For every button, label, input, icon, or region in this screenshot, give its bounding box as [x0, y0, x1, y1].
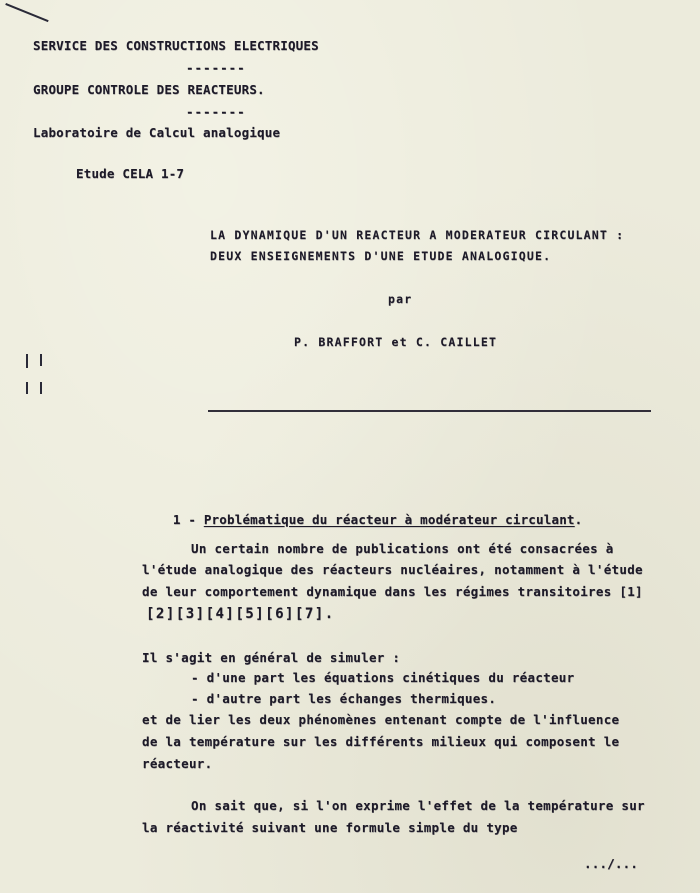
paragraph-1-line-1: Un certain nombre de publications ont été consacrées à	[191, 541, 614, 556]
scan-mark-left-3	[26, 382, 28, 394]
paragraph-2-line-3: de la température sur les différents milieux qui composent le	[142, 734, 620, 749]
section-heading-text: Problématique du réacteur à modérateur circulant	[203, 512, 575, 527]
section-heading	[142, 499, 582, 541]
document-title-line-1: LA DYNAMIQUE D'UN REACTEUR A MODERATEUR CIRCULANT :	[210, 228, 625, 242]
paragraph-1-line-3: de leur comportement dynamique dans les régimes transitoires [1]	[142, 584, 643, 599]
continuation-mark: .../...	[584, 856, 639, 871]
paragraph-2-line-4: réacteur.	[142, 756, 213, 771]
paragraph-1-line-2: l'étude analogique des réacteurs nucléaires, notamment à l'étude	[142, 562, 643, 577]
scan-mark-left-4	[40, 382, 42, 394]
scan-mark-top-left	[5, 3, 48, 22]
by-label: par	[388, 292, 413, 306]
scan-mark-left-2	[40, 354, 42, 366]
section-heading-period: .	[574, 512, 583, 527]
paragraph-1-line-4: [2][3][4][5][6][7].	[146, 606, 335, 622]
paragraph-2-bullet-2: - d'autre part les échanges thermiques.	[191, 691, 497, 706]
document-title-line-2: DEUX ENSEIGNEMENTS D'UNE ETUDE ANALOGIQUE.	[210, 249, 552, 263]
group-line: GROUPE CONTROLE DES REACTEURS.	[33, 82, 265, 97]
lab-line: Laboratoire de Calcul analogique	[33, 125, 281, 140]
scan-mark-left-1	[26, 354, 28, 368]
study-reference: Etude CELA 1-7	[76, 166, 185, 181]
separator-1: -------	[186, 60, 246, 75]
paragraph-2-bullet-1: - d'une part les équations cinétiques du réacteur	[191, 670, 575, 685]
paragraph-3-line-1: On sait que, si l'on exprime l'effet de la température sur	[191, 798, 645, 813]
org-line: SERVICE DES CONSTRUCTIONS ELECTRIQUES	[33, 38, 319, 53]
authors: P. BRAFFORT et C. CAILLET	[294, 335, 498, 349]
paragraph-3-line-2: la réactivité suivant une formule simple du type	[142, 820, 518, 835]
separator-2: -------	[186, 104, 246, 119]
section-number: 1 -	[172, 512, 204, 527]
paragraph-2-line-2: et de lier les deux phénomènes entenant compte de l'influence	[142, 712, 620, 727]
title-divider	[208, 410, 651, 412]
paragraph-2-line-1: Il s'agit en général de simuler :	[142, 650, 401, 665]
